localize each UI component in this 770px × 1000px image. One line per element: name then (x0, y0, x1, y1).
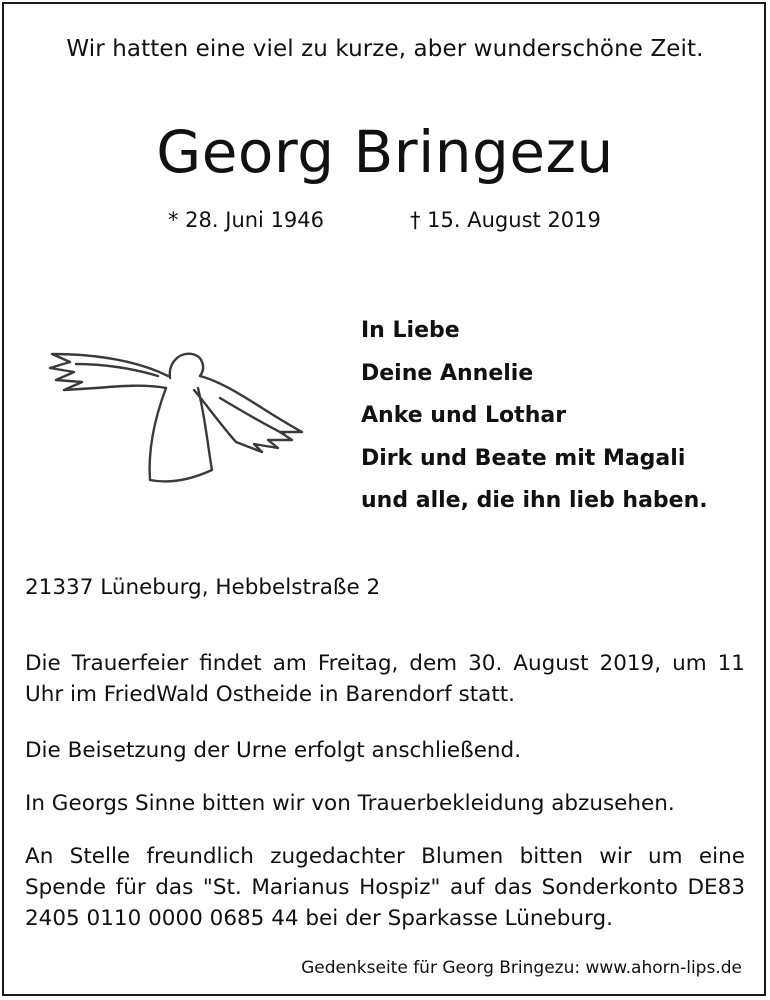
birth-date: * 28. Juni 1946 (168, 208, 325, 232)
mourner-line: In Liebe (361, 318, 460, 343)
address: 21337 Lüneburg, Hebbelstraße 2 (25, 575, 381, 600)
deceased-name: Georg Bringezu (156, 118, 614, 186)
mourner-line: Anke und Lothar (361, 403, 567, 428)
death-date: † 15. August 2019 (410, 208, 601, 232)
dress-request: In Georgs Sinne bitten wir von Trauerbekleidung abzusehen. (25, 791, 675, 816)
mourner-line: Dirk und Beate mit Magali (361, 445, 686, 471)
motto-text: Wir hatten eine viel zu kurze, aber wunderschöne Zeit. (66, 36, 704, 62)
mourner-line: Deine Annelie (361, 360, 534, 386)
mourner-line: und alle, die ihn lieb haben. (361, 488, 708, 513)
funeral-info: Die Trauerfeier findet am Freitag, dem 30. August 2019, um 11 Uhr im FriedWald Ostheide in Barendorf statt. (25, 651, 745, 707)
donation-request: An Stelle freundlich zugedachter Blumen bitten wir um eine Spende für das "St. Marianus Hospiz" auf das Sonderkonto DE83 2405 0110 0000 0685 44 bei der Sparkasse Lüneburg. (25, 844, 745, 931)
angel-icon (40, 340, 310, 490)
urn-burial-info: Die Beisetzung der Urne erfolgt anschließend. (25, 738, 522, 763)
mourners-list (361, 310, 708, 523)
memorial-page-link[interactable]: Gedenkseite für Georg Bringezu: www.ahorn-lips.de (301, 958, 742, 978)
